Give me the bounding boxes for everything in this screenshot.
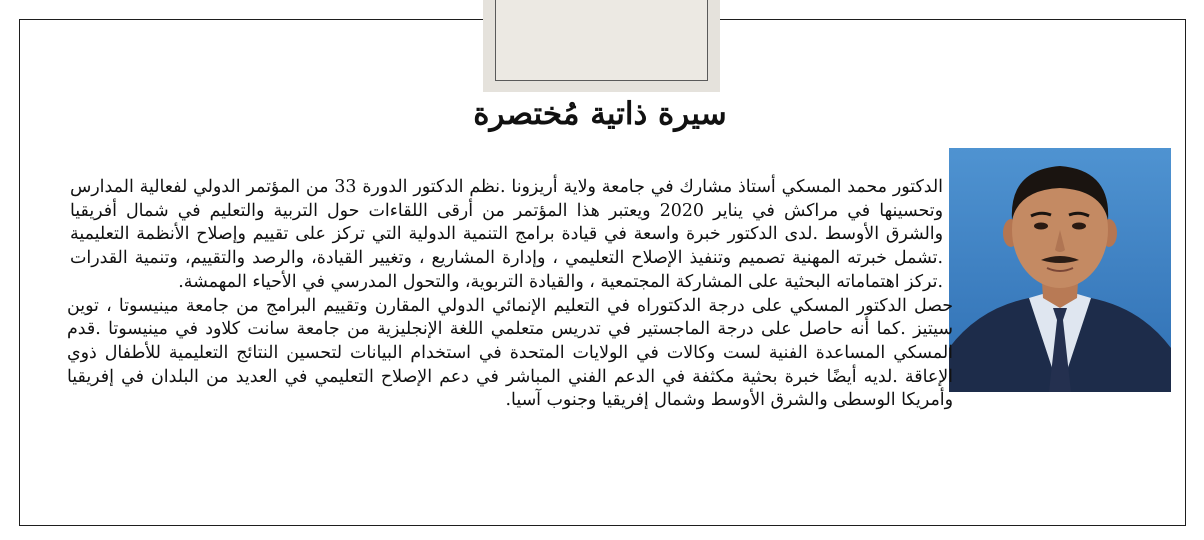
biography-text <box>67 176 953 413</box>
portrait-illustration <box>949 148 1171 392</box>
document-title: سيرة ذاتية مُختصرة <box>473 96 727 132</box>
portrait-photo <box>949 148 1171 392</box>
biography-paragraph-1: الدكتور محمد المسكي أستاذ مشارك في جامعة ولاية أريزونا .نظم الدكتور الدورة 33 من المؤتمر الدولي لفعالية المدارس وتحسينها في مراكش في يناير 2020 ويعتبر هذا المؤتمر من أرقى اللقاءات حول التربية والتعليم في شمال أفريقيا والشرق الأوسط .لدى الدكتور خبرة واسعة في قيادة برامج التنمية الدولية التي تركز على تقييم وإصلاح الأنظمة التعليمية .تشمل خبرته المهنية تصميم وتنفيذ الإصلاح التعليمي ، وإدارة المشاريع ، وتغيير القيادة، والرصد والتقييم، وتنمية القدرات .تركز اهتماماته البحثية على المشاركة المجتمعية ، والقيادة التربوية، والتحول المدرسي في الأحياء المهمشة. <box>70 177 944 292</box>
header-tab-inner <box>495 0 708 81</box>
biography-paragraph-2: حصل الدكتور المسكي على درجة الدكتوراه في التعليم الإنمائي الدولي المقارن وتقييم البرامج من جامعة مينيسوتا ، توين سيتيز .كما أنه حاصل على درجة الماجستير في تدريس متعلمي اللغة الإنجليزية من جامعة سانت كلاود في مينيسوتا .قدم المسكي المساعدة الفنية لست وكالات في الولايات المتحدة في استخدام البيانات لتحسين النتائج التعليمية للأطفال ذوي الإعاقة .لديه أيضًا خبرة بحثية مكثفة في الدعم الفني المباشر في دعم الإصلاح التعليمي في العديد من البلدان في إفريقيا وأمريكا الوسطى والشرق الأوسط وشمال إفريقيا وجنوب آسيا. <box>67 295 953 411</box>
header-tab <box>483 0 720 92</box>
